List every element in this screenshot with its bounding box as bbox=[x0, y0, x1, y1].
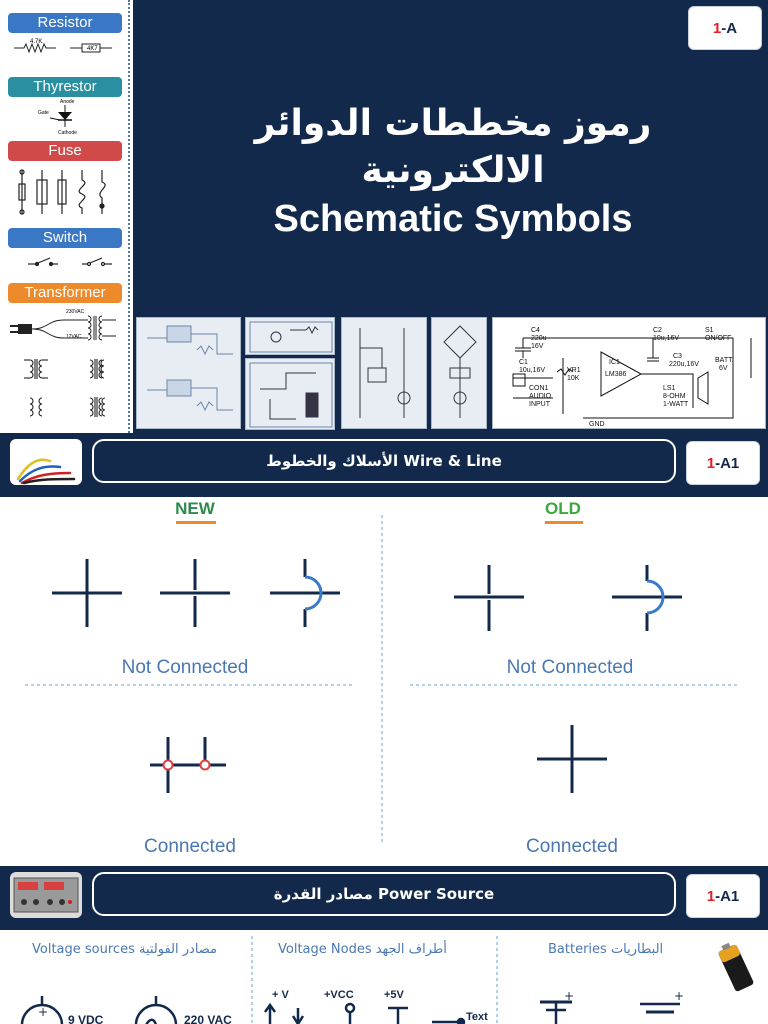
slide-badge: 1-A1 bbox=[686, 441, 760, 485]
svg-text:ON/OFF: ON/OFF bbox=[705, 335, 732, 342]
connected-caption-old: Connected bbox=[526, 836, 618, 857]
thumbnail-circuit-2 bbox=[245, 317, 335, 355]
svg-text:10u,16V: 10u,16V bbox=[653, 335, 680, 342]
thumbnail-amplifier-circuit bbox=[492, 317, 766, 429]
title-english: Schematic Symbols bbox=[273, 198, 633, 240]
svg-text:6V: 6V bbox=[719, 365, 728, 372]
svg-text:10u,16V: 10u,16V bbox=[519, 367, 546, 374]
symbol-sidebar bbox=[0, 0, 130, 433]
fuse-symbols bbox=[8, 166, 122, 220]
svg-text:S1: S1 bbox=[705, 327, 714, 334]
svg-text:IC1: IC1 bbox=[609, 359, 620, 366]
power-symbols bbox=[0, 930, 768, 1024]
svg-text:C4: C4 bbox=[531, 327, 540, 334]
svg-text:10K: 10K bbox=[567, 375, 580, 382]
svg-text:+: + bbox=[674, 989, 685, 1003]
connected-caption-new: Connected bbox=[144, 836, 236, 857]
section-title: مصادر القدرة Power Source bbox=[92, 872, 676, 916]
resistor-symbols bbox=[8, 36, 122, 58]
thumbnail-circuit-4 bbox=[341, 317, 427, 429]
not-connected-caption-old: Not Connected bbox=[506, 657, 634, 678]
slide-schematic-symbols bbox=[0, 0, 768, 433]
slide-power-source bbox=[0, 866, 768, 1024]
voltage-sources-caption: Voltage sources مصادر الفولتية bbox=[32, 942, 218, 957]
new-label: NEW bbox=[175, 499, 215, 518]
svg-text:+: + bbox=[564, 989, 575, 1003]
svg-text:C3: C3 bbox=[673, 353, 682, 360]
node-vcc-label: +VCC bbox=[324, 989, 354, 1001]
svg-text:LM386: LM386 bbox=[605, 371, 627, 378]
not-connected-caption-new: Not Connected bbox=[121, 657, 249, 678]
switch-label: Switch bbox=[8, 228, 122, 248]
svg-text:12VAC: 12VAC bbox=[66, 334, 82, 340]
header-bar bbox=[0, 433, 768, 497]
svg-text:16V: 16V bbox=[531, 343, 544, 350]
slide-wire-and-line bbox=[0, 433, 768, 866]
header-bar bbox=[0, 866, 768, 930]
section-title: الأسلاك والخطوط Wire & Line bbox=[92, 439, 676, 483]
junction-dot bbox=[164, 761, 173, 770]
thumbnail-circuit-1 bbox=[136, 317, 241, 429]
slide-badge: 1-A1 bbox=[686, 874, 760, 918]
dc-voltage-label: 9 VDC bbox=[68, 1013, 104, 1024]
svg-text:INPUT: INPUT bbox=[529, 401, 550, 408]
thyristor-symbol bbox=[8, 98, 122, 136]
svg-text:CON1: CON1 bbox=[529, 385, 549, 392]
fuse-label: Fuse bbox=[8, 141, 122, 161]
svg-text:8-OHM: 8-OHM bbox=[663, 393, 686, 400]
svg-text:LS1: LS1 bbox=[663, 385, 676, 392]
junction-dot bbox=[201, 761, 210, 770]
wires-icon bbox=[10, 439, 82, 485]
svg-text:GND: GND bbox=[589, 421, 605, 428]
svg-text:1-WATT: 1-WATT bbox=[663, 401, 689, 408]
batteries-caption: Batteries البطاريات bbox=[548, 942, 664, 957]
old-label: OLD bbox=[545, 499, 581, 518]
resistor-value-2: 4K7 bbox=[87, 46, 98, 52]
svg-text:Gate: Gate bbox=[38, 110, 49, 116]
svg-text:VR1: VR1 bbox=[567, 367, 581, 374]
battery-image-icon bbox=[712, 940, 760, 996]
wire-diagrams bbox=[0, 497, 768, 866]
transformer-symbols bbox=[8, 306, 122, 424]
power-supply-icon bbox=[10, 872, 82, 918]
node-v-label: + V bbox=[272, 989, 289, 1001]
voltage-nodes-caption: Voltage Nodes أطراف الجهد bbox=[278, 942, 447, 957]
resistor-value-1: 4.7K bbox=[30, 39, 43, 45]
title-arabic-line-1: رموز مخططات الدوائر bbox=[254, 103, 652, 144]
svg-text:+: + bbox=[38, 1005, 49, 1019]
thumbnail-circuit-5 bbox=[431, 317, 487, 429]
thumbnail-circuit-3 bbox=[245, 358, 335, 430]
thyristor-label: Thyrestor bbox=[8, 77, 122, 97]
resistor-label: Resistor bbox=[8, 13, 122, 33]
title-arabic-line-2: الالكترونية bbox=[361, 150, 545, 191]
svg-text:Anode: Anode bbox=[60, 99, 75, 105]
node-5v-label: +5V bbox=[384, 989, 404, 1001]
svg-text:AUDIO: AUDIO bbox=[529, 393, 552, 400]
svg-text:BATT.: BATT. bbox=[715, 357, 734, 364]
svg-text:Cathode: Cathode bbox=[58, 130, 77, 136]
slide-badge: 1-A bbox=[688, 6, 762, 50]
svg-text:220u,16V: 220u,16V bbox=[669, 361, 699, 368]
svg-text:C1: C1 bbox=[519, 359, 528, 366]
transformer-label: Transformer bbox=[8, 283, 122, 303]
switch-symbols bbox=[8, 252, 122, 274]
svg-text:220u: 220u bbox=[531, 335, 547, 342]
svg-text:230VAC: 230VAC bbox=[66, 309, 85, 315]
svg-text:C2: C2 bbox=[653, 327, 662, 334]
title-panel bbox=[133, 0, 768, 433]
ac-voltage-label: 220 VAC bbox=[184, 1013, 232, 1024]
node-text-label: Text bbox=[466, 1011, 488, 1023]
